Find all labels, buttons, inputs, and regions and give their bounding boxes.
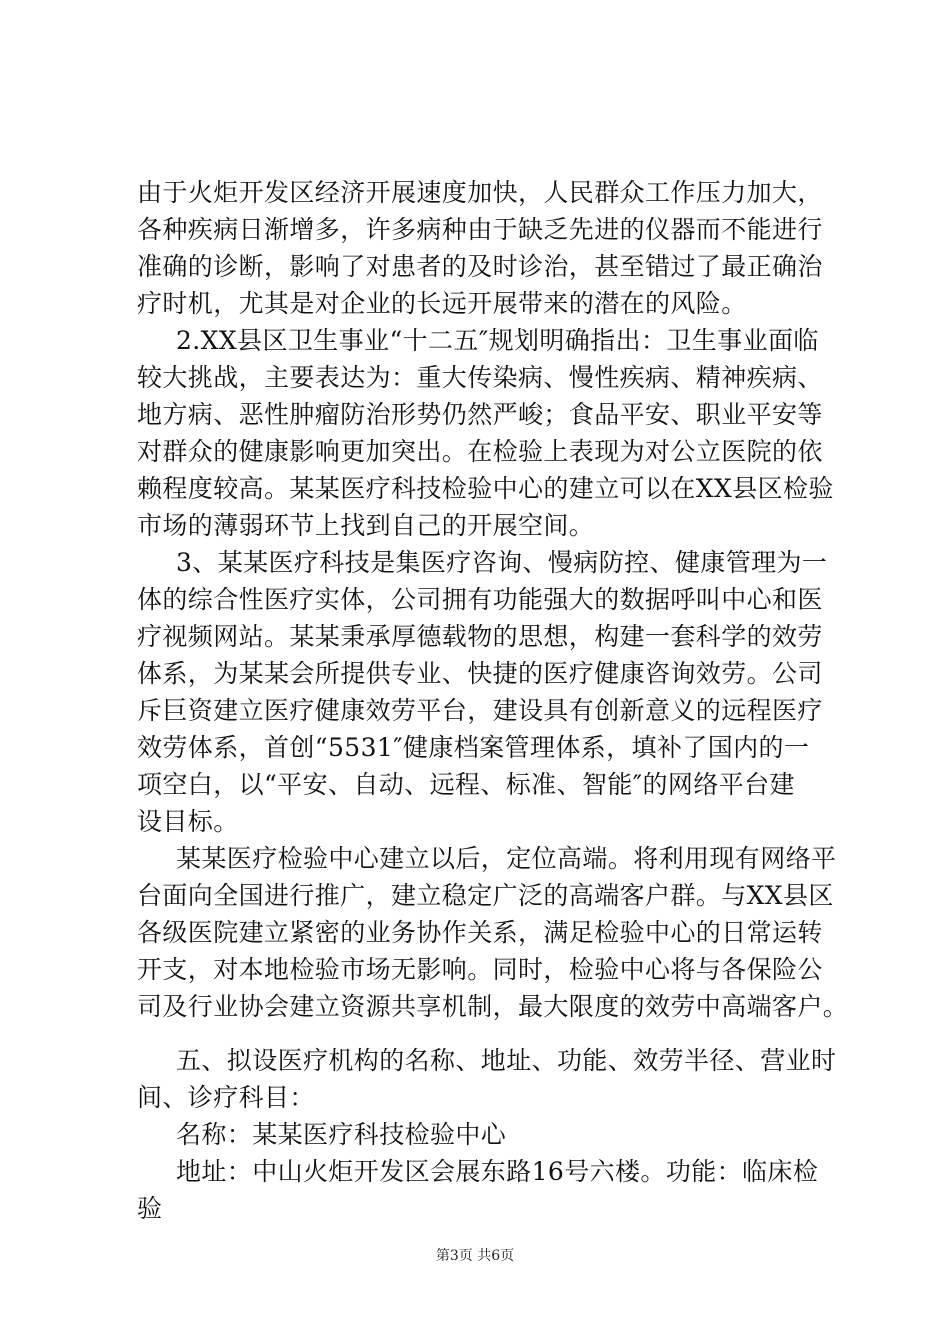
paragraph-line: 某某医疗检验中心建立以后，定位高端。将利用现有网络平 (176, 844, 837, 873)
paragraph-line: 设目标。 (137, 807, 239, 836)
info-address-line: 地址：中山火炬开发区会展东路16号六楼。功能：临床检 (176, 1157, 819, 1186)
paragraph-line: 疗视频网站。某某秉承厚德载物的思想，构建一套科学的效劳 (137, 622, 823, 651)
paragraph-line: 司及行业协会建立资源共享机制，最大限度的效劳中高端客户。 (137, 992, 849, 1021)
paragraph-line: 准确的诊断，影响了对患者的及时诊治，甚至错过了最正确治 (137, 252, 823, 281)
section-heading-line: 五、拟设医疗机构的名称、地址、功能、效劳半径、营业时 (176, 1046, 837, 1075)
paragraph-line: 对群众的健康影响更加突出。在检验上表现为对公立医院的依 (137, 437, 823, 466)
page-number: 第3页 共6页 (435, 1248, 515, 1264)
paragraph-line: 项空白，以“平安、自动、远程、标准、智能″的网络平台建 (137, 770, 795, 799)
paragraph-line: 市场的薄弱环节上找到自己的开展空间。 (137, 511, 595, 540)
paragraph-line: 台面向全国进行推广，建立稳定广泛的高端客户群。与XX县区 (137, 881, 834, 910)
paragraph-line: 斥巨资建立医疗健康效劳平台，建设具有创新意义的远程医疗 (137, 696, 823, 725)
paragraph-line: 体的综合性医疗实体，公司拥有功能强大的数据呼叫中心和医 (137, 585, 823, 614)
paragraph-line: 地方病、恶性肿瘤防治形势仍然严峻；食品平安、职业平安等 (137, 400, 823, 429)
info-name-line: 名称：某某医疗科技检验中心 (176, 1120, 507, 1149)
paragraph-line: 赖程度较高。某某医疗科技检验中心的建立可以在XX县区检验 (137, 474, 834, 503)
paragraph-line: 各种疾病日渐增多，许多病种由于缺乏先进的仪器而不能进行 (137, 215, 823, 244)
info-address-line: 验 (137, 1194, 163, 1223)
paragraph-line: 较大挑战，主要表达为：重大传染病、慢性疾病、精神疾病、 (137, 363, 823, 392)
paragraph-line: 3、某某医疗科技是集医疗咨询、慢病防控、健康管理为一 (176, 548, 828, 577)
paragraph-line: 开支，对本地检验市场无影响。同时，检验中心将与各保险公 (137, 955, 823, 984)
paragraph-line: 2.XX县区卫生事业“十二五″规划明确指出：卫生事业面临 (176, 326, 819, 355)
paragraph-line: 由于火炬开发区经济开展速度加快，人民群众工作压力加大， (137, 178, 823, 207)
paragraph-line: 体系，为某某会所提供专业、快捷的医疗健康咨询效劳。公司 (137, 659, 823, 688)
paragraph-line: 各级医院建立紧密的业务协作关系，满足检验中心的日常运转 (137, 918, 823, 947)
paragraph-line: 效劳体系，首创“5531″健康档案管理体系，填补了国内的一 (137, 733, 810, 762)
paragraph-line: 疗时机，尤其是对企业的长远开展带来的潜在的风险。 (137, 289, 747, 318)
section-heading-line: 间、诊疗科目： (137, 1083, 315, 1112)
